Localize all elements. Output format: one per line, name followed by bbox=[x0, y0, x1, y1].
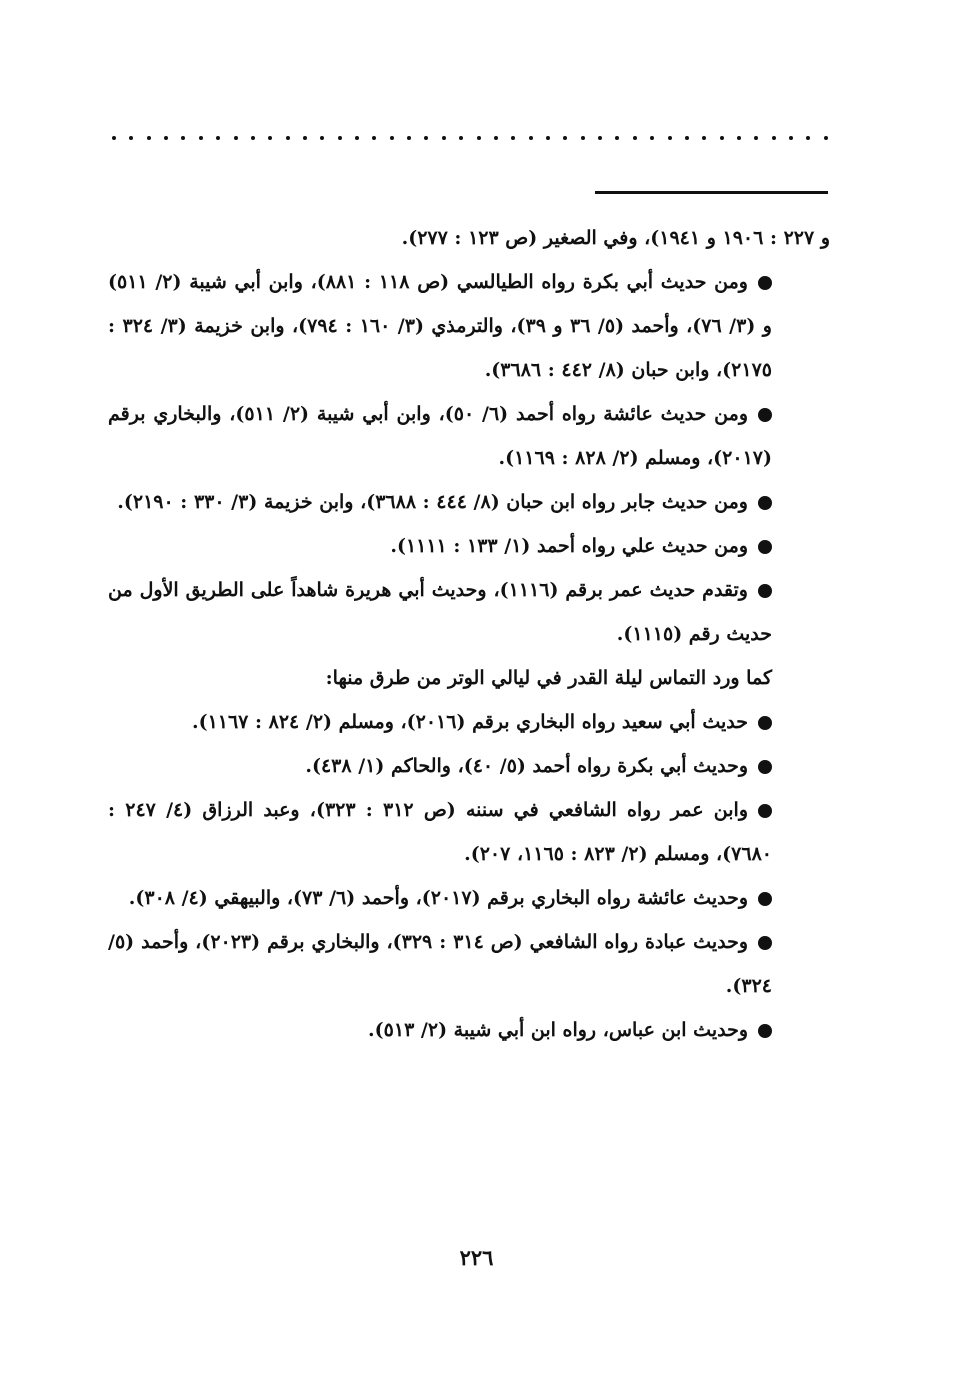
continuation-line: و ٢٢٧ : ١٩٠٦ و ١٩٤١)، وفي الصغير (ص ١٢٣ : ٢٧٧). bbox=[401, 227, 830, 249]
separator-dot bbox=[511, 136, 515, 140]
bullet-paragraph bbox=[108, 392, 830, 480]
separator-dot bbox=[598, 136, 602, 140]
bullet-icon bbox=[758, 408, 772, 422]
separator-dot bbox=[442, 136, 446, 140]
separator-dot bbox=[251, 136, 255, 140]
separator-dot bbox=[424, 136, 428, 140]
bullet-icon bbox=[758, 936, 772, 950]
separator-dot bbox=[355, 136, 359, 140]
footnote-text bbox=[108, 216, 830, 1052]
separator-dot bbox=[199, 136, 203, 140]
separator-dot bbox=[546, 136, 550, 140]
paragraph-text: وحديث أبي بكرة رواه أحمد (٥/ ٤٠)، والحاكم (١/ ٤٣٨). bbox=[305, 755, 748, 777]
separator-dot bbox=[563, 136, 567, 140]
separator-dot bbox=[303, 136, 307, 140]
bullet-icon bbox=[758, 496, 772, 510]
bullet-icon bbox=[758, 892, 772, 906]
ornamental-dot-separator bbox=[112, 128, 828, 148]
separator-dot bbox=[702, 136, 706, 140]
separator-dot bbox=[824, 136, 828, 140]
bullet-paragraph bbox=[108, 260, 830, 392]
bullet-icon bbox=[758, 804, 772, 818]
separator-dot bbox=[720, 136, 724, 140]
separator-dot bbox=[390, 136, 394, 140]
separator-dot bbox=[806, 136, 810, 140]
separator-dot bbox=[581, 136, 585, 140]
bullet-paragraph bbox=[108, 744, 830, 788]
separator-dot bbox=[633, 136, 637, 140]
separator-dot bbox=[737, 136, 741, 140]
hadith-reference-list bbox=[108, 260, 830, 1052]
separator-dot bbox=[112, 136, 116, 140]
bullet-paragraph bbox=[108, 788, 830, 876]
separator-dot bbox=[372, 136, 376, 140]
separator-dot bbox=[650, 136, 654, 140]
separator-dot bbox=[407, 136, 411, 140]
bullet-paragraph bbox=[108, 700, 830, 744]
separator-dot bbox=[754, 136, 758, 140]
intro-paragraph bbox=[108, 656, 830, 700]
bullet-icon bbox=[758, 540, 772, 554]
separator-dot bbox=[772, 136, 776, 140]
bullet-paragraph bbox=[108, 568, 830, 656]
paragraph-text: حديث أبي سعيد رواه البخاري برقم (٢٠١٦)، ومسلم (٢/ ٨٢٤ : ١١٦٧). bbox=[191, 711, 748, 733]
paragraph-text: وتقدم حديث عمر برقم (١١١٦)، وحديث أبي هريرة شاهداً على الطريق الأول من حديث رقم (١١١٥). bbox=[108, 579, 772, 645]
separator-dot bbox=[459, 136, 463, 140]
separator-dot bbox=[286, 136, 290, 140]
paragraph-text: ومن حديث جابر رواه ابن حبان (٨/ ٤٤٤ : ٣٦٨٨)، وابن خزيمة (٣/ ٣٣٠ : ٢١٩٠). bbox=[117, 491, 748, 513]
footnote-rule bbox=[595, 191, 828, 194]
separator-dot bbox=[147, 136, 151, 140]
paragraph-text: وحديث عائشة رواه البخاري برقم (٢٠١٧)، وأحمد (٦/ ٧٣)، والبيهقي (٤/ ٣٠٨). bbox=[128, 887, 748, 909]
bullet-icon bbox=[758, 1024, 772, 1038]
separator-dot bbox=[320, 136, 324, 140]
separator-dot bbox=[268, 136, 272, 140]
separator-dot bbox=[789, 136, 793, 140]
bullet-paragraph bbox=[108, 480, 830, 524]
separator-dot bbox=[668, 136, 672, 140]
separator-dot bbox=[338, 136, 342, 140]
bullet-icon bbox=[758, 760, 772, 774]
bullet-icon bbox=[758, 716, 772, 730]
separator-dot bbox=[129, 136, 133, 140]
paragraph-text: كما ورد التماس ليلة القدر في ليالي الوتر من طرق منها: bbox=[325, 667, 772, 689]
bullet-paragraph bbox=[108, 524, 830, 568]
separator-dot bbox=[164, 136, 168, 140]
bullet-paragraph bbox=[108, 876, 830, 920]
bullet-icon bbox=[758, 584, 772, 598]
paragraph-text: وحديث عبادة رواه الشافعي (ص ٣١٤ : ٣٢٩)، والبخاري برقم (٢٠٢٣)، وأحمد (٥/ ٣٢٤). bbox=[108, 931, 772, 997]
paragraph-text: ومن حديث عائشة رواه أحمد (٦/ ٥٠)، وابن أبي شيبة (٢/ ٥١١)، والبخاري برقم (٢٠١٧)، ومسلم (٢/ ٨٢٨ : ١١٦٩). bbox=[108, 403, 772, 469]
separator-dot bbox=[216, 136, 220, 140]
bullet-icon bbox=[758, 276, 772, 290]
paragraph-text: وحديث ابن عباس، رواه ابن أبي شيبة (٢/ ٥١٣). bbox=[368, 1019, 748, 1041]
paragraph-text: ومن حديث علي رواه أحمد (١/ ١٣٣ : ١١١١). bbox=[390, 535, 748, 557]
separator-dot bbox=[494, 136, 498, 140]
separator-dot bbox=[529, 136, 533, 140]
separator-dot bbox=[234, 136, 238, 140]
paragraph-text: وابن عمر رواه الشافعي في سننه (ص ٣١٢ : ٣٢٣)، وعبد الرزاق (٤/ ٢٤٧ : ٧٦٨٠)، ومسلم (٢/ ٨٢٣ : ١١٦٥، ٢٠٧). bbox=[108, 799, 772, 865]
page-number: ٢٢٦ bbox=[459, 1245, 494, 1270]
separator-dot bbox=[615, 136, 619, 140]
separator-dot bbox=[685, 136, 689, 140]
bullet-paragraph bbox=[108, 920, 830, 1008]
separator-dot bbox=[477, 136, 481, 140]
bullet-paragraph bbox=[108, 1008, 830, 1052]
separator-dot bbox=[181, 136, 185, 140]
paragraph-text: ومن حديث أبي بكرة رواه الطيالسي (ص ١١٨ : ٨٨١)، وابن أبي شيبة (٢/ ٥١١) و (٣/ ٧٦)، وأحمد (٥/ ٣٦ و ٣٩)، والترمذي (٣/ ١٦٠ : ٧٩٤)، وابن خزيمة (٣/ ٣٢٤ : ٢١٧٥)، وابن حبان (٨/ ٤٤٢ : ٣٦٨٦). bbox=[108, 271, 772, 381]
